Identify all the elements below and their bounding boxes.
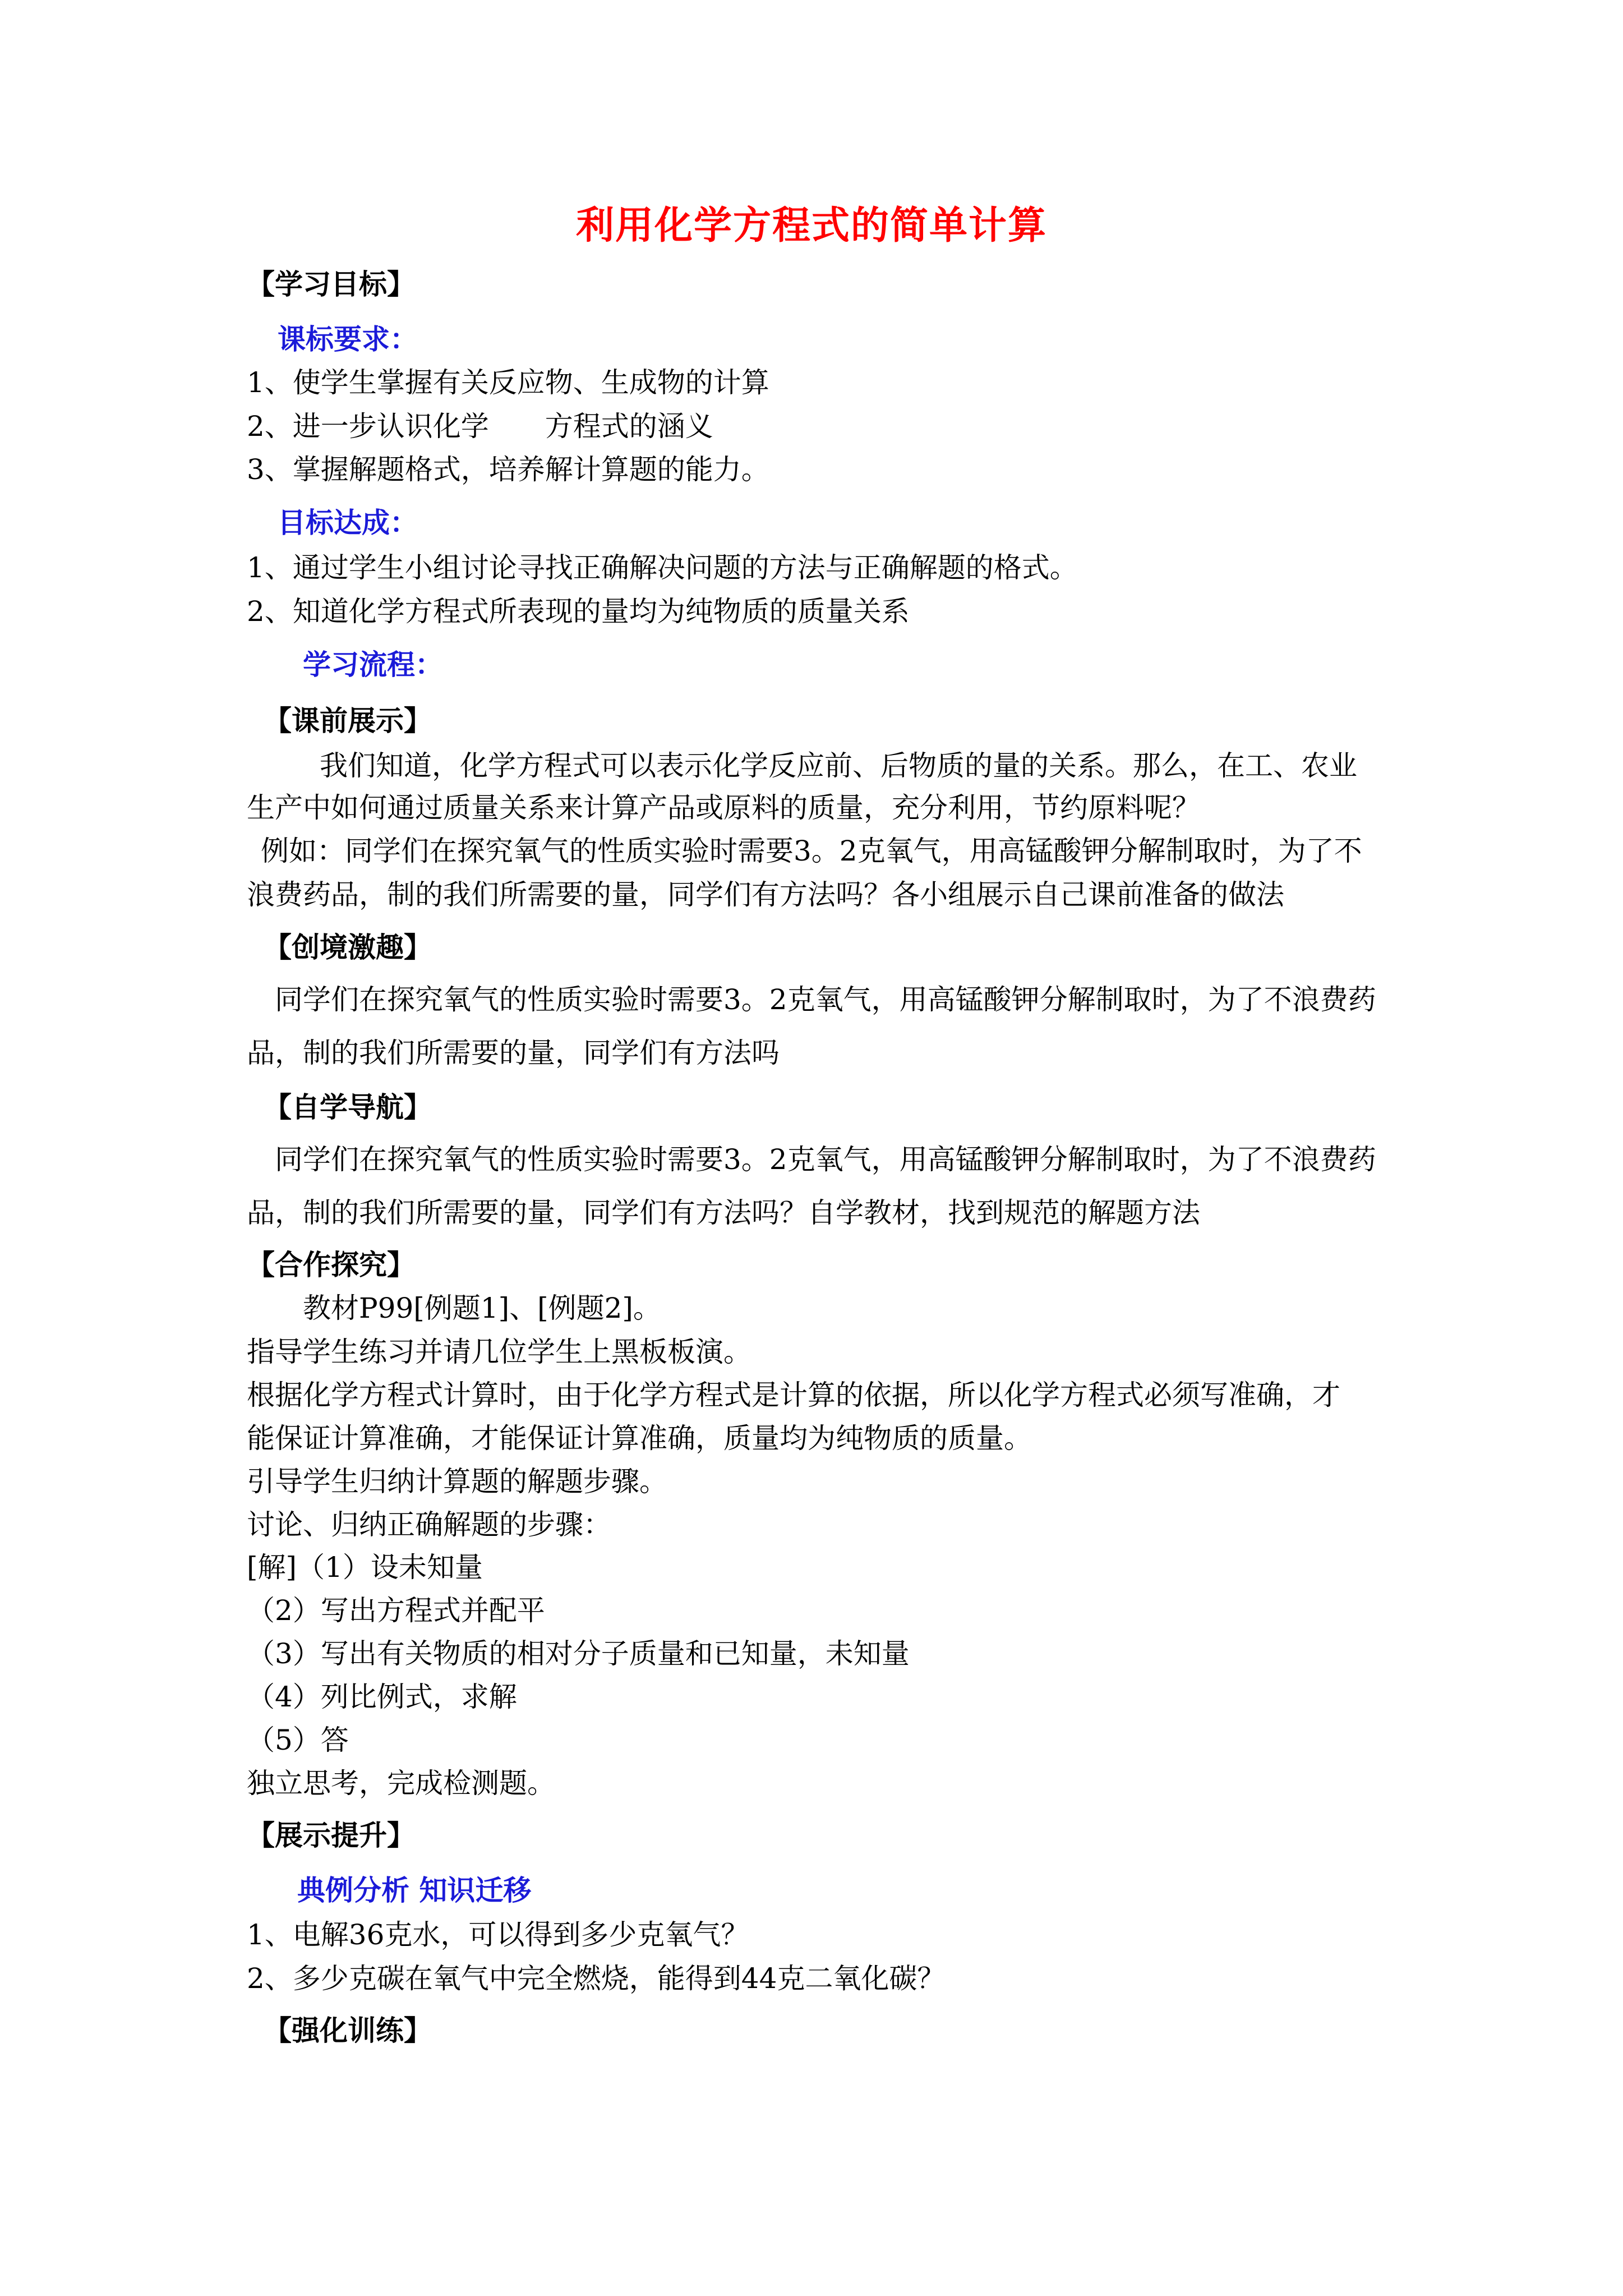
paragraph-line: 教材P99[例题1]、[例题2]。 — [303, 1292, 661, 1324]
paragraph-line: 指导学生练习并请几位学生上黑板板演。 — [247, 1336, 751, 1368]
paragraph-line: 例如：同学们在探究氧气的性质实验时需要3。2克氧气，用高锰酸钾分解制取时，为了不 — [261, 835, 1362, 867]
subheading-curriculum: 课标要求： — [278, 323, 418, 356]
section-heading-preview: 【课前展示】 — [264, 705, 432, 737]
page-title: 利用化学方程式的简单计算 — [575, 204, 1047, 248]
subheading-learning-flow: 学习流程： — [303, 648, 443, 681]
paragraph-line: 品，制的我们所需要的量，同学们有方法吗 — [247, 1037, 780, 1069]
paragraph-line: 引导学生归纳计算题的解题步骤。 — [247, 1465, 667, 1498]
subheading-achievement: 目标达成： — [278, 507, 418, 539]
step-line: （3）写出有关物质的相对分子质量和已知量，未知量 — [247, 1637, 910, 1670]
paragraph-line: 独立思考，完成检测题。 — [247, 1767, 555, 1800]
section-heading-training: 【强化训练】 — [264, 2014, 432, 2047]
list-item: 1、电解36克水，可以得到多少克氧气？ — [247, 1918, 749, 1951]
step-line: （5）答 — [247, 1724, 349, 1756]
subheading-examples: 典例分析 知识迁移 — [297, 1874, 532, 1907]
paragraph-line: 根据化学方程式计算时，由于化学方程式是计算的依据，所以化学方程式必须写准确，才 — [247, 1379, 1340, 1411]
step-line: （2）写出方程式并配平 — [247, 1594, 545, 1627]
paragraph-line: 能保证计算准确，才能保证计算准确，质量均为纯物质的质量。 — [247, 1422, 1032, 1455]
section-heading-scenario: 【创境激趣】 — [264, 931, 432, 964]
section-heading-showcase: 【展示提升】 — [247, 1819, 415, 1852]
paragraph-line: 讨论、归纳正确解题的步骤： — [247, 1508, 611, 1541]
step-line: [解]（1）设未知量 — [247, 1551, 483, 1584]
paragraph-line: 我们知道，化学方程式可以表示化学反应前、后物质的量的关系。那么，在工、农业 — [320, 749, 1357, 782]
section-heading-cooperation: 【合作探究】 — [247, 1249, 415, 1281]
list-item: 2、知道化学方程式所表现的量均为纯物质的质量关系 — [247, 595, 910, 628]
paragraph-line: 品，制的我们所需要的量，同学们有方法吗？自学教材，找到规范的解题方法 — [247, 1197, 1200, 1229]
step-line: （4）列比例式，求解 — [247, 1681, 517, 1713]
list-item: 3、掌握解题格式，培养解计算题的能力。 — [247, 453, 769, 486]
paragraph-line: 生产中如何通过质量关系来计算产品或原料的质量，充分利用，节约原料呢？ — [247, 792, 1200, 824]
list-item: 1、使学生掌握有关反应物、生成物的计算 — [247, 366, 769, 399]
paragraph-line: 同学们在探究氧气的性质实验时需要3。2克氧气，用高锰酸钾分解制取时，为了不浪费药 — [275, 983, 1376, 1016]
paragraph-line: 浪费药品，制的我们所需要的量，同学们有方法吗？各小组展示自己课前准备的做法 — [247, 878, 1284, 911]
section-heading-self-study: 【自学导航】 — [264, 1091, 432, 1124]
section-heading-learning-goals: 【学习目标】 — [247, 268, 415, 301]
list-item: 2、多少克碳在氧气中完全燃烧，能得到44克二氧化碳？ — [247, 1962, 946, 1995]
paragraph-line: 同学们在探究氧气的性质实验时需要3。2克氧气，用高锰酸钾分解制取时，为了不浪费药 — [275, 1143, 1376, 1176]
list-item: 1、通过学生小组讨论寻找正确解决问题的方法与正确解题的格式。 — [247, 551, 1078, 584]
list-item: 2、进一步认识化学 方程式的涵义 — [247, 410, 713, 443]
